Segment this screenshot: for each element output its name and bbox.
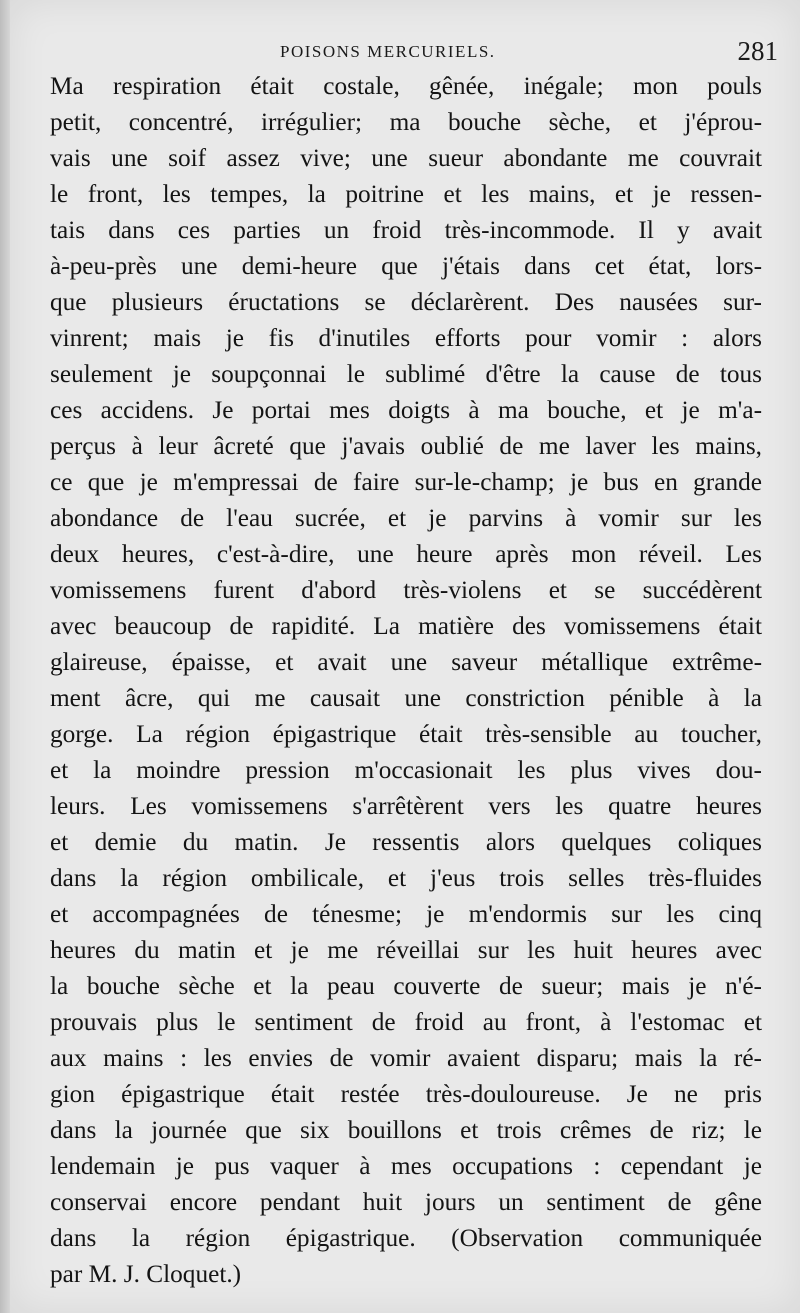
text-line: aux mains : les envies de vomir avaient disparu; mais la ré-: [50, 1044, 762, 1072]
text-line: abondance de l'eau sucrée, et je parvins à vomir sur les: [50, 504, 762, 532]
text-line: vomissemens furent d'abord très-violens et se succédèrent: [50, 576, 762, 604]
text-line: et accompagnées de ténesme; je m'endormis sur les cinq: [50, 900, 762, 928]
text-line: lendemain je pus vaquer à mes occupations : cependant je: [50, 1152, 762, 1180]
book-page: [10, 0, 800, 1313]
text-line: prouvais plus le sentiment de froid au front, à l'estomac et: [50, 1008, 762, 1036]
running-title: POISONS MERCURIELS.: [280, 42, 496, 61]
text-line: dans la journée que six bouillons et trois crêmes de riz; le: [50, 1116, 762, 1144]
text-line: dans la région ombilicale, et j'eus trois selles très-fluides: [50, 864, 762, 892]
text-line: le front, les tempes, la poitrine et les mains, et je ressen-: [50, 180, 762, 208]
text-line: glaireuse, épaisse, et avait une saveur métallique extrême-: [50, 648, 762, 676]
text-line: gorge. La région épigastrique était très-sensible au toucher,: [50, 720, 762, 748]
text-line: tais dans ces parties un froid très-incommode. Il y avait: [50, 216, 762, 244]
text-line: gion épigastrique était restée très-douloureuse. Je ne pris: [50, 1080, 762, 1108]
text-line: dans la région épigastrique. (Observation communiquée: [50, 1224, 762, 1252]
running-header: [10, 38, 800, 68]
body-text: [50, 68, 762, 1292]
text-line: ce que je m'empressai de faire sur-le-champ; je bus en grande: [50, 468, 762, 496]
text-line: et demie du matin. Je ressentis alors quelques coliques: [50, 828, 762, 856]
text-line: à-peu-près une demi-heure que j'étais dans cet état, lors-: [50, 252, 762, 280]
text-line: Ma respiration était costale, gênée, inégale; mon pouls: [50, 72, 762, 100]
text-line: vinrent; mais je fis d'inutiles efforts pour vomir : alors: [50, 324, 762, 352]
text-line: leurs. Les vomissemens s'arrêtèrent vers les quatre heures: [50, 792, 762, 820]
text-line: que plusieurs éructations se déclarèrent. Des nausées sur-: [50, 288, 762, 316]
text-line: petit, concentré, irrégulier; ma bouche sèche, et j'éprou-: [50, 108, 762, 136]
page-number: 281: [737, 36, 778, 66]
text-line: heures du matin et je me réveillai sur les huit heures avec: [50, 936, 762, 964]
page-gutter: [0, 0, 10, 1313]
text-line: et la moindre pression m'occasionait les plus vives dou-: [50, 756, 762, 784]
text-line: conservai encore pendant huit jours un sentiment de gêne: [50, 1188, 762, 1216]
text-line: ment âcre, qui me causait une constriction pénible à la: [50, 684, 762, 712]
text-line: avec beaucoup de rapidité. La matière des vomissemens était: [50, 612, 762, 640]
text-line: la bouche sèche et la peau couverte de sueur; mais je n'é-: [50, 972, 762, 1000]
text-line: vais une soif assez vive; une sueur abondante me couvrait: [50, 144, 762, 172]
text-line: perçus à leur âcreté que j'avais oublié de me laver les mains,: [50, 432, 762, 460]
text-line: ces accidens. Je portai mes doigts à ma bouche, et je m'a-: [50, 396, 762, 424]
text-line: deux heures, c'est-à-dire, une heure après mon réveil. Les: [50, 540, 762, 568]
text-line: par M. J. Cloquet.): [50, 1260, 242, 1288]
text-line: seulement je soupçonnai le sublimé d'être la cause de tous: [50, 360, 762, 388]
